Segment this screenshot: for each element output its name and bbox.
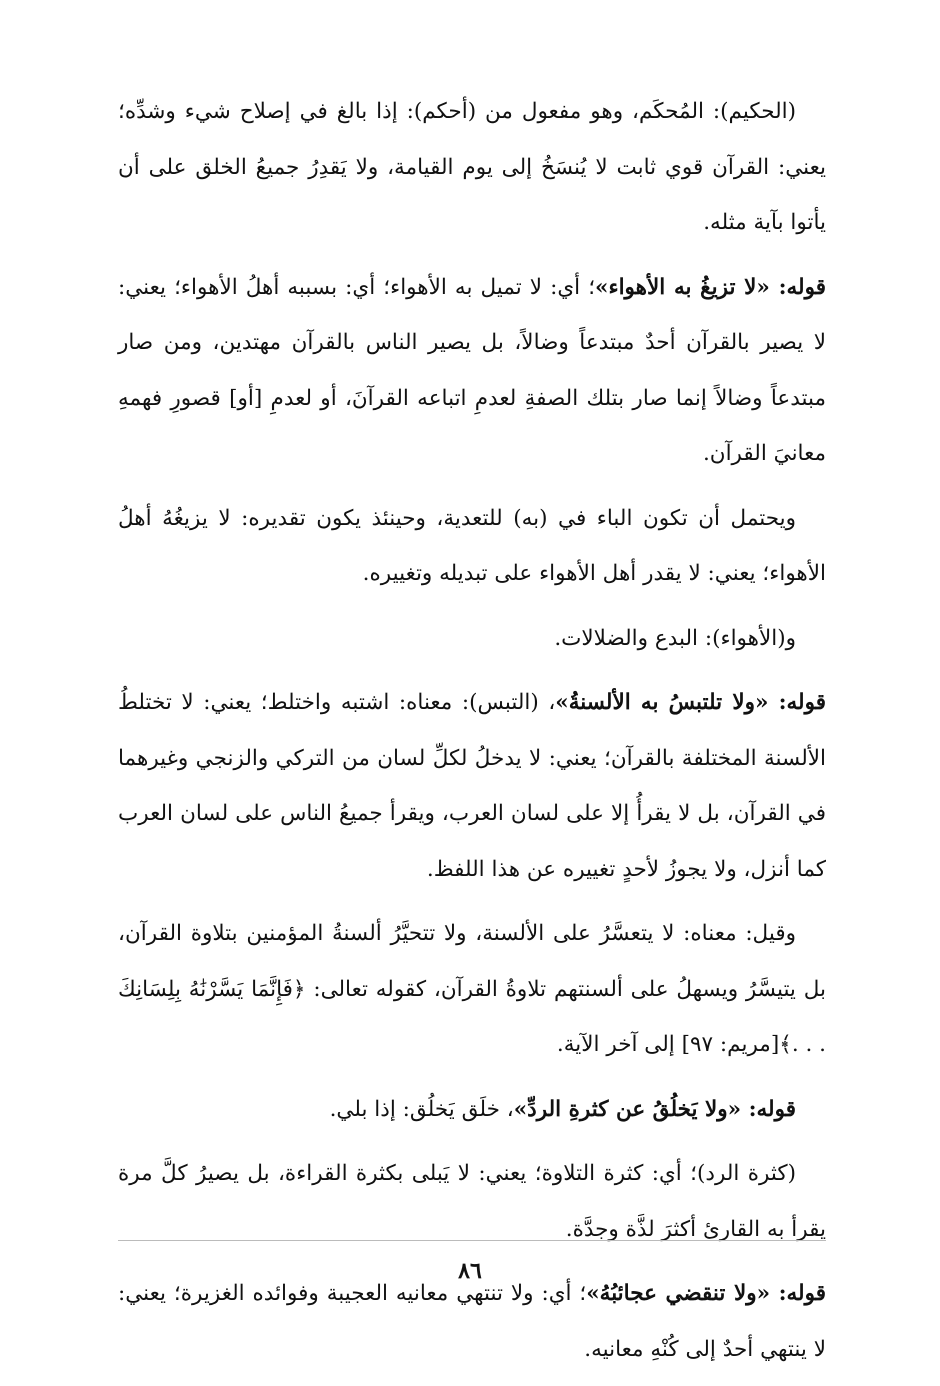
paragraph	[118, 260, 826, 482]
paragraph	[118, 1082, 826, 1138]
commentary-text: ؛ أي: لا تميل به الأهواء؛ أي: بسببه أهلُ الأهواء؛ يعني: لا يصير بالقرآن أحدٌ مبتدعاً وضالاً، بل يصير الناس بالقرآن مهتدين، ومن صار مبتدعاً وضالاً إنما صار بتلك الصفةِ لعدمِ اتباعه القرآنَ، أو لعدمِ [أو] قصورِ فهمهِ معانيَ القرآن.	[118, 274, 826, 466]
hadith-quote: قوله: «ولا يَخلُقُ عن كثرةِ الردِّ»	[513, 1096, 796, 1122]
hadith-quote: قوله: «ولا تلتبسُ به الألسنةُ»	[555, 690, 826, 715]
commentary-text: ؛ أي: ولا تنتهي معانيه العجيبة وفوائده الغزيرة؛ يعني: لا ينتهي أحدٌ إلى كُنْهِ معانيه.	[118, 1281, 826, 1362]
paragraph	[118, 611, 826, 667]
commentary-text: [مريم: ٩٧] إلى آخر الآية.	[556, 1032, 780, 1057]
commentary-text: ويحتمل أن تكون الباء في (به) للتعدية، وحينئذ يكون تقديره: لا يزيغُهُ أهلُ الأهواء؛ يعني: لا يقدر أهل الأهواء على تبديله وتغييره.	[118, 505, 826, 586]
paragraph	[118, 906, 826, 1073]
quran-verse: ﴿فَإِنَّمَا يَسَّرْنَٰهُ بِلِسَانِكَ . . .﴾	[118, 976, 826, 1057]
commentary-text: ، (التبس): معناه: اشتبه واختلط؛ يعني: لا تختلطُ الألسنة المختلفة بالقرآن؛ يعني: لا يدخلُ لكلِّ لسان من التركي والزنجي وغيرهما في القرآن، بل لا يقرأُ إلا على لسان العرب، ويقرأ جميعُ الناس على لسان العرب كما أنزل، ولا يجوزُ لأحدٍ تغييره عن هذا اللفظ.	[118, 690, 826, 882]
page-number: ٨٦	[458, 1258, 482, 1284]
paragraph	[118, 491, 826, 602]
hadith-quote: قوله: «لا تزيغُ به الأهواء»	[595, 274, 826, 300]
hadith-quote: قوله: «ولا تنقضي عجائبُهُ»	[586, 1281, 826, 1306]
commentary-text: وقيل: معناه: لا يتعسَّرُ على الألسنة، ولا تتحيَّرُ ألسنةُ المؤمنين بتلاوة القرآن، بل يتيسَّرُ ويسهلُ على ألسنتهم تلاوةُ القرآن، كقوله تعالى:	[118, 921, 826, 1002]
paragraph	[118, 675, 826, 897]
commentary-text: (الحكيم): المُحكَم، وهو مفعول من (أحكم): إذا بالغ في إصلاح شيء وشدِّه؛ يعني: القرآن قوي ثابت لا يُنسَخُ إلى يوم القيامة، ولا يَقدِرُ جميعُ الخلق على أن يأتوا بآية مثله.	[118, 99, 826, 235]
commentary-text: و(الأهواء): البدع والضلالات.	[554, 625, 796, 651]
document-body	[118, 84, 826, 1386]
commentary-text: (كثرة الرد)؛ أي: كثرة التلاوة؛ يعني: لا يَبلى بكثرة القراءة، بل يصيرُ كلَّ مرة يقرأ به القارئ أكثرَ لذَّة وجدَّة.	[118, 1161, 826, 1242]
commentary-text: ، خلَق يَخلُق: إذا بلي.	[329, 1096, 514, 1122]
footer-divider	[118, 1240, 826, 1241]
paragraph	[118, 84, 826, 251]
